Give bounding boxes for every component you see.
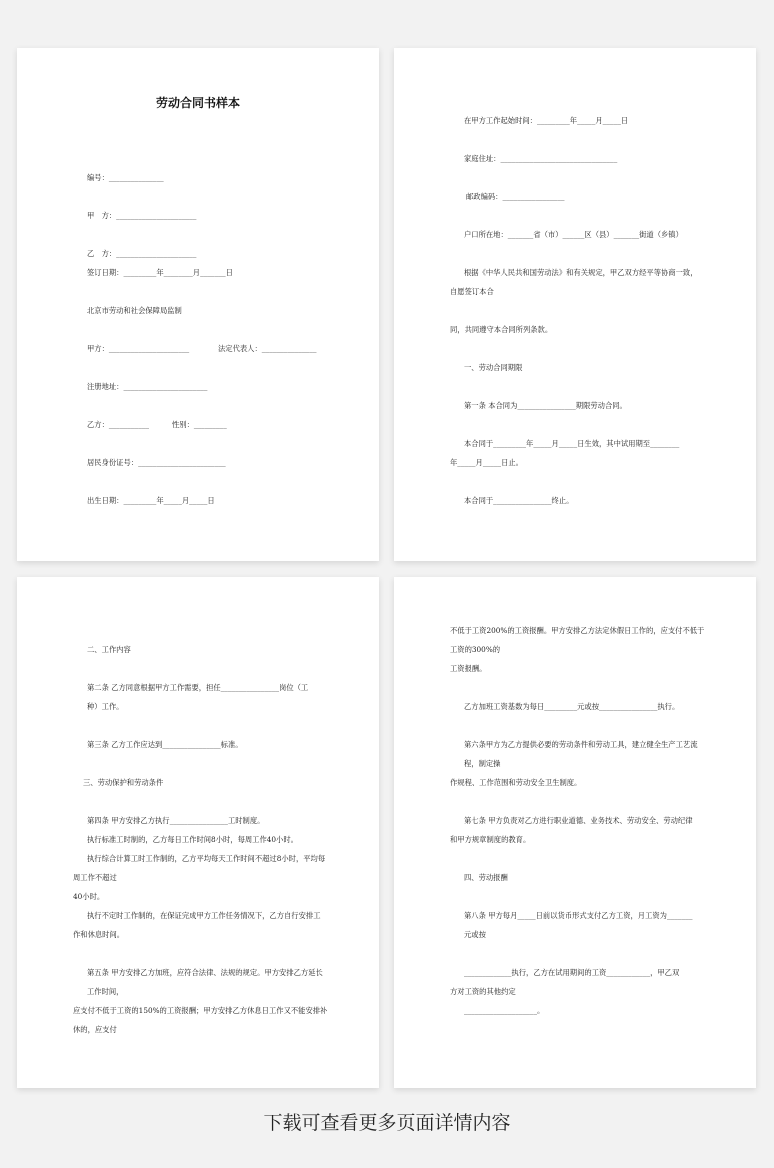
overtime-pay-line-2: 工资的300%的 [450,645,501,654]
contract-number-line: 编号：_______________ [87,173,164,182]
article-5-line-4: 休的，应支付 [73,1025,117,1034]
article-8-line-2: 元或按 [464,930,486,939]
termination-line: 本合同于________________终止。 [464,496,574,505]
home-address-line: 家庭住址：________________________________ [464,154,618,163]
section-heading-pay: 四、劳动报酬 [464,873,508,882]
download-caption: 下载可查看更多页面详情内容 [263,1112,511,1134]
id-number-line: 居民身份证号：________________________ [87,458,226,467]
registered-address-line: 注册地址：_______________________ [87,382,208,391]
document-page-1 [17,48,379,561]
overtime-pay-line-1: 不低于工资200%的工资报酬。甲方安排乙方法定休假日工作的，应支付不低于 [450,626,705,635]
flexible-hours-line-2: 作和休息时间。 [73,930,125,939]
section-heading-work: 二、工作内容 [87,645,131,654]
overtime-base-line: 乙方加班工资基数为每日_________元或按________________执行。 [464,702,680,711]
comprehensive-hours-line-3: 40小时。 [73,892,105,901]
overtime-pay-line-3: 工资报酬。 [450,664,487,673]
article-7-line-2: 和甲方规章制度的教育。 [450,835,531,844]
section-heading-protection: 三、劳动保护和劳动条件 [83,778,164,787]
postal-code-line: 邮政编码：_________________ [466,192,565,201]
legal-representative-line: 法定代表人：_______________ [218,344,317,353]
employer-line: 甲方：______________________ [87,344,190,353]
preamble-line-1: 根据《中华人民共和国劳动法》和有关规定，甲乙双方经平等协商一致， [464,268,698,277]
issuer-line: 北京市劳动和社会保障局监制 [87,306,182,315]
section-heading-term: 一、劳动合同期限 [464,363,523,372]
comprehensive-hours-line-1: 执行综合计算工时工作制的，乙方平均每天工作时间不超过8小时，平均每 [87,854,326,863]
probation-pay-line-2: 方对工资的其他约定 [450,987,516,996]
flexible-hours-line-1: 执行不定时工作制的，在保证完成甲方工作任务情况下，乙方自行安排工 [87,911,321,920]
document-page-2 [394,48,756,561]
document-page-4 [394,577,756,1088]
preamble-line-2: 自愿签订本合 [450,287,494,296]
gender-line: 性别：_________ [172,420,227,429]
sign-date-line: 签订日期：_________年________月_______日 [87,268,233,277]
article-2-line-2: 种）工作。 [87,702,124,711]
effective-date-line-2: 年_____月_____日止。 [450,458,523,467]
probation-pay-line-1: _____________执行，乙方在试用期间的工资____________，甲乙双 [464,968,680,977]
start-date-line: 在甲方工作起始时间：_________年_____月_____日 [464,116,629,125]
contract-title: 劳动合同书样本 [155,96,240,110]
article-6-line-3: 作规程、工作范围和劳动安全卫生制度。 [450,778,582,787]
effective-date-line-1: 本合同于_________年_____月_____日生效，其中试用期至________ [464,439,680,448]
document-page-3 [17,577,379,1088]
employee-line: 乙方：___________ [87,420,150,429]
article-5-line-2: 工作时间， [87,987,124,996]
standard-hours-line: 执行标准工时制的，乙方每日工作时间8小时，每周工作40小时。 [87,835,298,844]
article-2-line-1: 第二条 乙方同意根据甲方工作需要，担任________________岗位（工 [87,683,309,692]
party-b-line: 乙 方：______________________ [87,249,197,258]
article-8-line-1: 第八条 甲方每月_____日前以货币形式支付乙方工资，月工资为_______ [464,911,693,920]
comprehensive-hours-line-2: 周工作不超过 [73,873,117,882]
party-a-line: 甲 方：______________________ [87,211,197,220]
article-6-line-2: 程，制定操 [464,759,501,768]
article-1-line: 第一条 本合同为________________期限劳动合同。 [464,401,627,410]
article-4-line: 第四条 甲方安排乙方执行________________工时制度。 [87,816,265,825]
article-5-line-3: 应支付不低于工资的150%的工资报酬；甲方安排乙方休息日工作又不能安排补 [73,1006,328,1015]
household-registration-line: 户口所在地：_______省（市）______区（县）_______街道（乡镇） [464,230,683,239]
other-pay-agreement-line: ____________________。 [464,1006,545,1015]
article-3-line: 第三条 乙方工作应达到________________标准。 [87,740,243,749]
article-6-line-1: 第六条甲方为乙方提供必要的劳动条件和劳动工具，建立健全生产工艺流 [464,740,698,749]
article-5-line-1: 第五条 甲方安排乙方加班，应符合法律、法规的规定。甲方安排乙方延长 [87,968,323,977]
preamble-line-3: 同，共同遵守本合同所列条款。 [450,325,553,334]
article-7-line-1: 第七条 甲方负责对乙方进行职业道德、业务技术、劳动安全、劳动纪律 [464,816,693,825]
birth-date-line: 出生日期：_________年_____月_____日 [87,496,215,505]
